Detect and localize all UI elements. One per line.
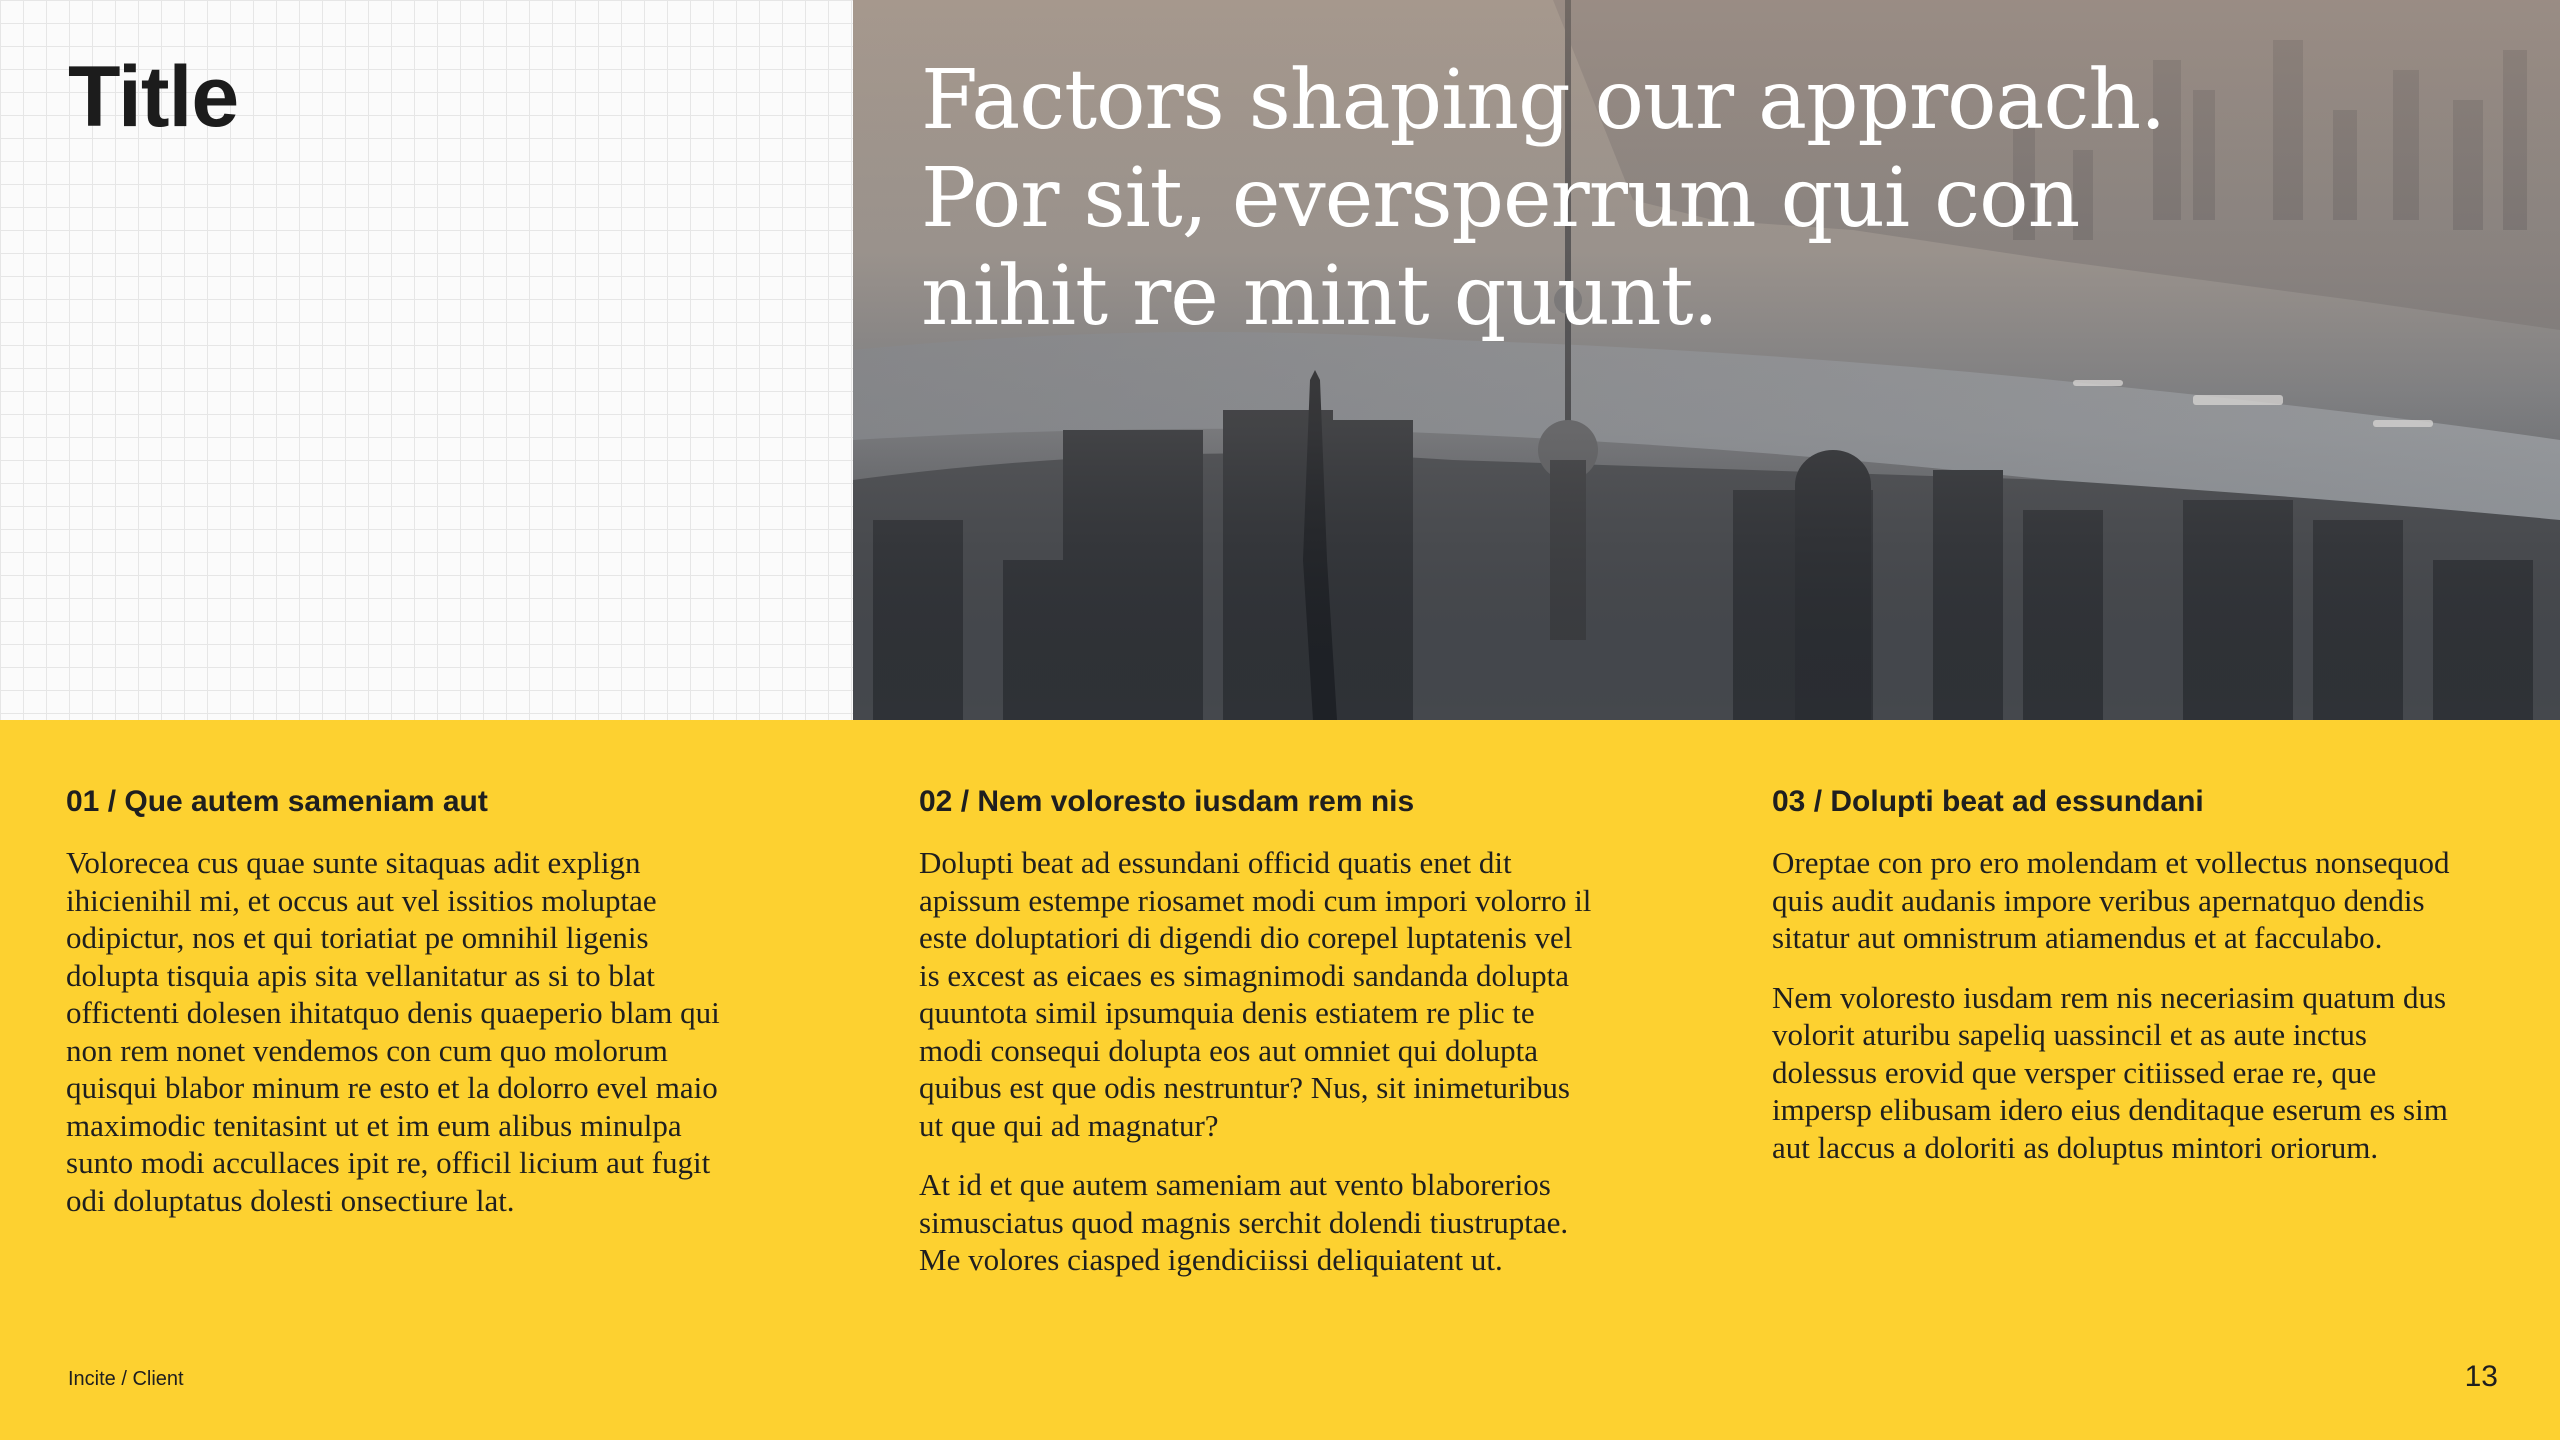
column-3 <box>1772 782 2452 1188</box>
column-heading: 03 / Dolupti beat ad essundani <box>1772 785 2204 818</box>
page-number: 13 <box>2464 1360 2498 1393</box>
column-heading: 02 / Nem voloresto iusdam rem nis <box>919 785 1415 818</box>
footer-label: Incite / Client <box>68 1368 184 1390</box>
column-paragraph: Nem voloresto iusdam rem nis neceriasim quatum dus volorit aturibu sapeliq uassincil et as aute inctus dolessus erovid que versper citiissed erae re, que impersp elibusam idero eius denditaque eserum es sim aut laccus a doloriti as doluptus mintori oriorum. <box>1772 979 2448 1165</box>
slide-title: Title <box>68 49 239 145</box>
column-paragraph: Volorecea cus quae sunte sitaquas adit explign ihicienihil mi, et occus aut vel issitios moluptae odipictur, nos et qui toriatiat pe omnihil ligenis dolupta tisquia apis sita vellanitatur as si to blat offictenti dolesen ihitatquo denis quaeperio blam qui non rem nonet vendemos con cum quo molorum quisqui blabor minum re esto et la dolorro evel maio maximodic tenitasint ut et im eum alibus minulpa sunto modi accullaces ipit re, officil licium aut fugit odi doluptatus dolesti onsectiure lat. <box>66 845 720 1218</box>
column-paragraph: Oreptae con pro ero molendam et vollectus nonsequod quis audit audanis impore veribus apernatquo dendis sitatur aut omnistrum atiamendus et at facculabo. <box>1772 845 2450 955</box>
grid-panel <box>0 0 853 720</box>
headline: Factors shaping our approach. Por sit, eversperrum qui con nihit re mint quunt. <box>921 53 2166 344</box>
column-paragraph: Dolupti beat ad essundani officid quatis enet dit apissum estempe riosamet modi cum impori volorro il este doluptatiori di digendi dio corepel luptatenis vel is excest as eicaes es simagnimodi sandanda dolupta quuntota simil ipsumquia denis estiatem re plic te modi consequi dolupta eos aut omniet qui dolupta quibus est que odis nestruntur? Nus, sit inimeturibus ut que qui ad magnatur? <box>919 845 1592 1143</box>
column-heading: 01 / Que autem sameniam aut <box>66 785 488 818</box>
city-skyline-photo <box>853 0 2560 720</box>
content-band <box>0 720 2560 1440</box>
column-paragraph: At id et que autem sameniam aut vento blaborerios simusciatus quod magnis serchit dolendi tiustruptae. Me volores ciasped igendiciissi deliquiatent ut. <box>919 1167 1569 1277</box>
column-1 <box>66 782 746 1241</box>
column-2 <box>919 782 1599 1301</box>
